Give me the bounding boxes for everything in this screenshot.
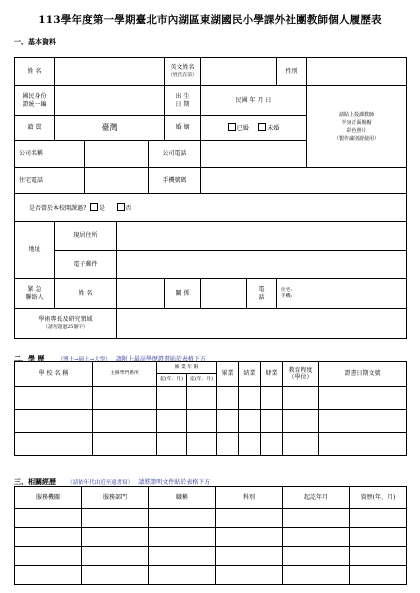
origin-value[interactable]: 臺灣: [55, 116, 165, 141]
id-label: 國民身份 證統一編: [15, 86, 55, 116]
page-title: 113學年度第一學期臺北市內湖區東湖國民小學課外社團教師個人履歷表: [38, 14, 382, 26]
col-period: 修 業 年 限: [157, 362, 217, 374]
experience-note-order: （請依年代由近至遠書寫）: [67, 480, 134, 486]
company-phone-field[interactable]: [201, 141, 407, 168]
marriage-label: 婚 姻: [165, 116, 201, 141]
col-seniority: 資歷(年、月): [350, 487, 407, 509]
birth-label: 出 生 日 期: [165, 86, 201, 116]
taught-question: 是否曾於本校開課過? 是 否: [15, 194, 407, 222]
col-duration: 起訖年月: [283, 487, 350, 509]
emergency-name-field[interactable]: [117, 279, 165, 309]
emergency-phone-fields[interactable]: 住宅: 手機:: [277, 279, 407, 309]
emergency-name-label: 姓 名: [55, 279, 117, 309]
email-field[interactable]: [117, 251, 407, 279]
company-phone-label: 公司電話: [149, 141, 201, 168]
basic-info-table: [14, 57, 407, 339]
col-agency: 服務機關: [15, 487, 82, 509]
col-school: 學 校 名 稱: [15, 362, 93, 387]
gender-label: 性別: [277, 58, 307, 86]
table-row[interactable]: [15, 566, 407, 585]
email-label: 電子郵件: [55, 251, 117, 279]
eng-name-field[interactable]: [201, 58, 277, 86]
col-to: 迄(年．月): [187, 374, 217, 387]
address-label: 地址: [15, 222, 55, 279]
relation-field[interactable]: [201, 279, 247, 309]
emergency-label: 緊 急 聯絡人: [15, 279, 55, 309]
col-cert: 證書日期文號: [319, 362, 407, 387]
table-row[interactable]: [15, 509, 407, 528]
table-row[interactable]: [15, 547, 407, 566]
section-experience-heading: 三、相關經歷: [14, 477, 56, 486]
mobile-field[interactable]: [201, 168, 407, 194]
current-address-label: 現居住所: [55, 222, 117, 251]
mobile-label: 手機號碼: [149, 168, 201, 194]
table-row[interactable]: [15, 433, 407, 456]
eng-name-label: 英文姓名 （姓氏在前）: [165, 58, 201, 86]
experience-note-attach: 請將證明文件貼於表格下方: [138, 479, 211, 486]
id-field[interactable]: [55, 86, 165, 116]
relation-label: 關 係: [165, 279, 201, 309]
col-dept: 主修學門系所: [93, 362, 157, 387]
marriage-options: 已婚 未婚: [201, 116, 307, 141]
col-grad: 畢業: [217, 362, 239, 387]
taught-no-checkbox[interactable]: [117, 203, 125, 211]
company-label: 公司名稱: [15, 141, 85, 168]
married-checkbox[interactable]: [228, 123, 236, 131]
col-attended: 肄業: [261, 362, 283, 387]
gender-field[interactable]: [307, 58, 407, 86]
col-from: 起(年．月): [157, 374, 187, 387]
home-phone-label: 住宅電話: [15, 168, 85, 194]
expertise-field[interactable]: [117, 309, 407, 339]
education-note-order: （博士→碩士→大學）: [57, 357, 111, 363]
section-basic-heading: 一、基本資料: [14, 37, 56, 46]
col-division: 科別: [216, 487, 283, 509]
section-education-heading: 二、學 歷: [14, 354, 45, 363]
expertise-label: 學術專長及研究領域 （請勿超過25個字）: [15, 309, 117, 339]
current-address-field[interactable]: [117, 222, 407, 251]
company-field[interactable]: [85, 141, 149, 168]
experience-table: [14, 486, 407, 585]
col-completed: 結業: [239, 362, 261, 387]
phone-label: 電 話: [247, 279, 277, 309]
taught-yes-checkbox[interactable]: [90, 203, 98, 211]
col-degree: 教育程度 （學位）: [283, 362, 319, 387]
origin-label: 籍 貫: [15, 116, 55, 141]
education-table: [14, 361, 407, 456]
birth-field[interactable]: 民國 年 月 日: [201, 86, 307, 116]
table-row[interactable]: [15, 528, 407, 547]
education-note-attach: 請附上最高學歷證書貼於表格下方: [115, 356, 206, 363]
col-position: 職稱: [149, 487, 216, 509]
table-row[interactable]: [15, 387, 407, 410]
name-field[interactable]: [55, 58, 165, 86]
unmarried-checkbox[interactable]: [258, 123, 266, 131]
photo-box: 請貼上投課教師 半身正面脫帽 彩色照片 （製作識別證使用）: [307, 86, 407, 168]
home-phone-field[interactable]: [85, 168, 149, 194]
col-department: 服務部門: [82, 487, 149, 509]
table-row[interactable]: [15, 410, 407, 433]
name-label: 姓 名: [15, 58, 55, 86]
